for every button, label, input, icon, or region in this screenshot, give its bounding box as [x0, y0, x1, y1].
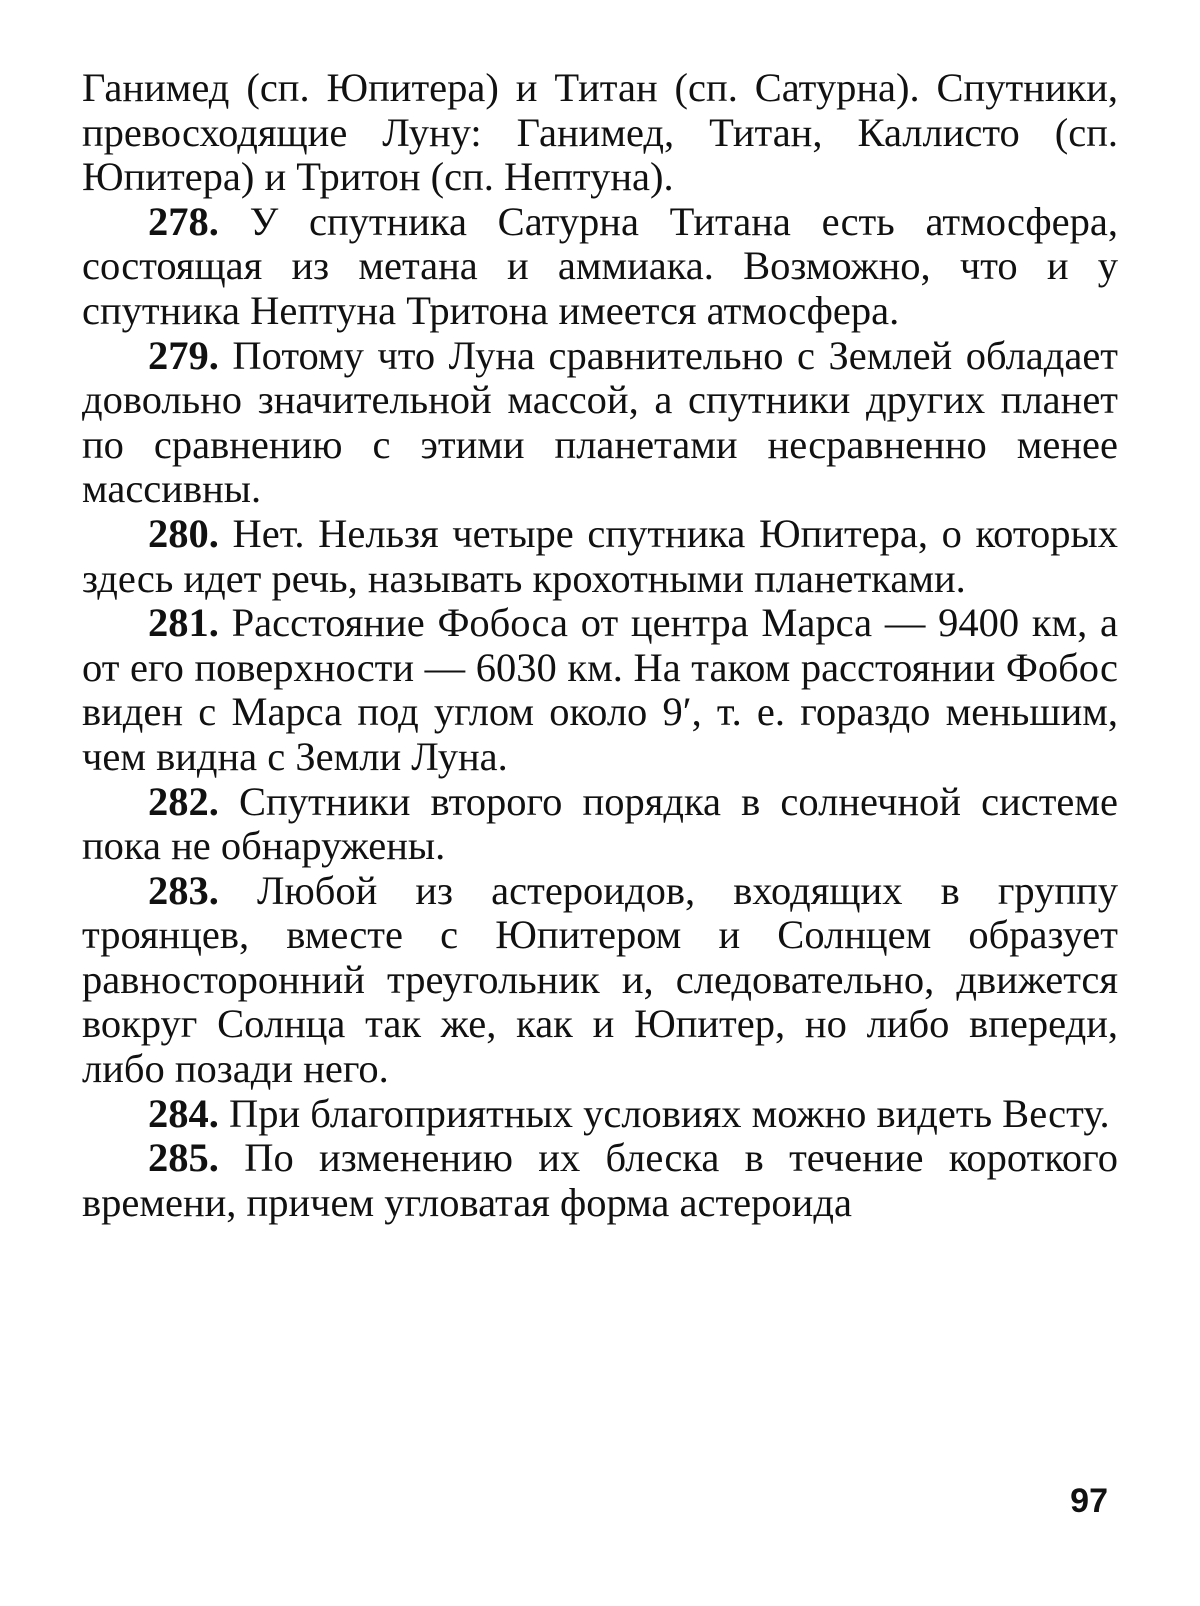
answer-281	[82, 601, 1118, 779]
answer-278	[82, 200, 1118, 334]
answers-text	[82, 66, 1118, 1225]
answer-number: 280.	[148, 510, 219, 556]
answer-text: Любой из астероидов, входящих в группу троянцев, вместе с Юпитером и Солнцем образует равносторонний треугольник и, следовательно, движется вокруг Солнца так же, как и Юпитер, но либо впереди, либо позади него.	[82, 867, 1118, 1092]
answer-284	[82, 1092, 1118, 1137]
answer-number: 283.	[148, 867, 219, 913]
answer-text: При благоприятных условиях можно видеть Весту.	[229, 1090, 1110, 1136]
answer-number: 278.	[148, 198, 219, 244]
answer-text: Спутники второго порядка в солнечной системе пока не обнаружены.	[82, 778, 1119, 869]
answer-number: 281.	[148, 600, 219, 646]
answer-279	[82, 334, 1118, 512]
answer-text: По изменению их блеска в течение короткого времени, причем угловатая форма астероида	[82, 1135, 1119, 1225]
answer-282	[82, 780, 1118, 869]
page-number: 97	[1070, 1482, 1108, 1520]
answer-text: Расстояние Фобоса от центра Марса — 9400 км, а от его поверхности — 6030 км. На таком расстоянии Фобос виден с Марса под углом около 9′, т. е. гораздо меньшим, чем видна с Земли Луна.	[82, 600, 1119, 779]
continuation-paragraph: Ганимед (сп. Юпитера) и Титан (сп. Сатурна). Спутники, превосходящие Луну: Ганимед, Титан, Каллисто (сп. Юпитера) и Тритон (сп. Нептуна).	[82, 65, 1118, 200]
answer-280	[82, 512, 1118, 601]
answer-number: 284.	[148, 1090, 219, 1136]
answer-text: Нет. Нельзя четыре спутника Юпитера, о которых здесь идет речь, называть крохотными планетками.	[82, 510, 1119, 601]
answer-text: У спутника Сатурна Титана есть атмосфера, состоящая из метана и аммиака. Возможно, что и у спутника Нептуна Тритона имеется атмосфера.	[82, 198, 1118, 333]
answer-285	[82, 1136, 1118, 1225]
answer-283	[82, 869, 1118, 1092]
answer-number: 279.	[148, 332, 219, 378]
answer-number: 282.	[148, 778, 219, 824]
answer-text: Потому что Луна сравнительно с Землей обладает довольно значительной массой, а спутники других планет по сравнению с этими планетами несравненно менее массивны.	[82, 332, 1119, 512]
answer-number: 285.	[148, 1135, 219, 1181]
